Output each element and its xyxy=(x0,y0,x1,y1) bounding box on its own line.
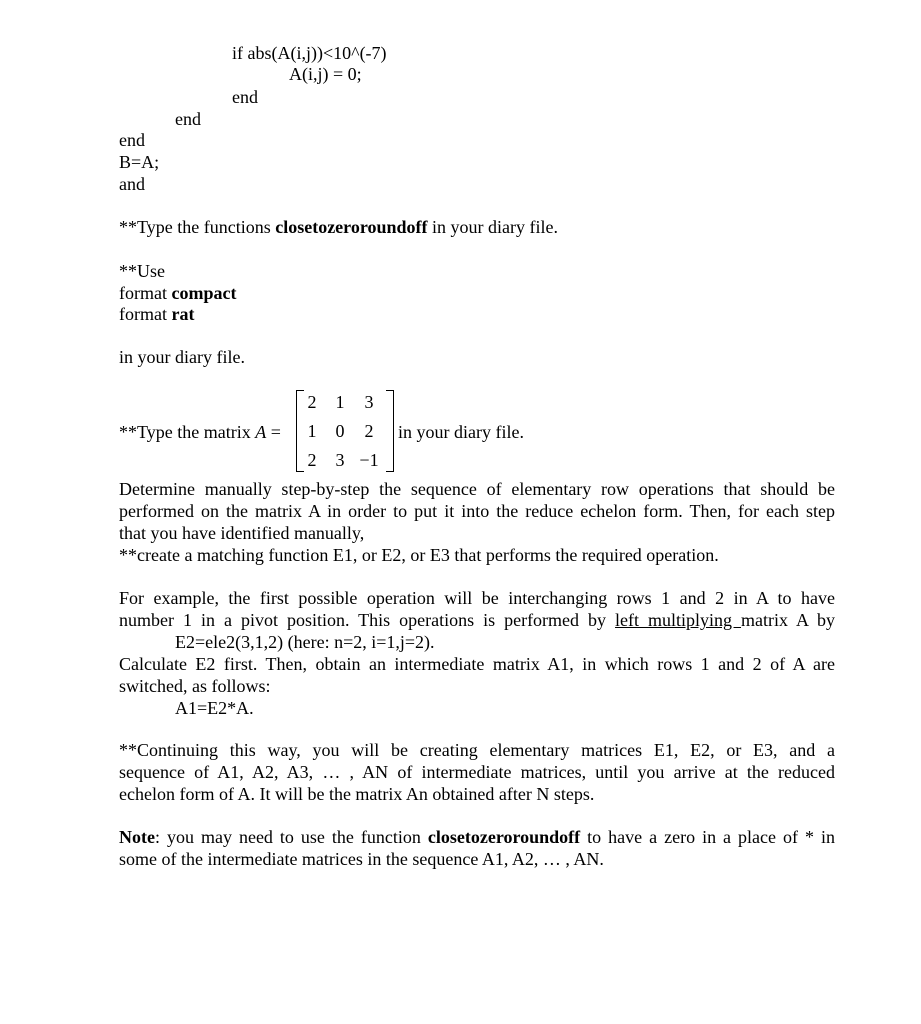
format-keyword: format xyxy=(119,283,172,303)
matrix-cell: 3 xyxy=(364,392,374,412)
example-line: Calculate E2 first. Then, obtain an intermediate matrix A1, in which rows 1 and 2 of A are xyxy=(119,654,835,674)
function-name: closetozeroroundoff xyxy=(427,827,581,847)
determine-line: that you have identified manually, xyxy=(119,523,365,543)
note-line xyxy=(119,826,835,848)
code-assign-line: A(i,j) = 0; xyxy=(289,64,362,84)
format-keyword: format xyxy=(119,304,172,324)
matrix-equals: = xyxy=(266,422,281,442)
type-functions-pre: **Type the functions xyxy=(119,217,276,237)
matrix-cell: 1 xyxy=(307,421,317,441)
example-code-line: A1=E2*A. xyxy=(175,698,254,718)
note-paragraph xyxy=(119,826,835,870)
matrix-instruction xyxy=(119,421,281,443)
matrix-cell: 2 xyxy=(307,392,317,412)
note-text: to have a zero in a place of * in xyxy=(580,827,835,847)
example-code-line: E2=ele2(3,1,2) (here: n=2, i=1,j=2). xyxy=(175,632,435,652)
code-and: and xyxy=(119,174,145,194)
matrix-cell: 3 xyxy=(335,450,345,470)
example-line: switched, as follows: xyxy=(119,676,271,696)
example-line: For example, the first possible operation will be interchanging rows 1 and 2 in A to have xyxy=(119,588,835,608)
matrix-cell: 0 xyxy=(335,421,345,441)
determine-line: **create a matching function E1, or E2, or E3 that performs the required operation. xyxy=(119,545,719,565)
determine-line: Determine manually step-by-step the sequence of elementary row operations that should be xyxy=(119,479,835,499)
continuing-line: echelon form of A. It will be the matrix An obtained after N steps. xyxy=(119,784,595,804)
format-compact-line xyxy=(119,282,236,304)
compact-keyword: compact xyxy=(171,283,237,303)
code-end-middle: end xyxy=(175,109,201,129)
code-end-outer: end xyxy=(119,130,145,150)
use-diary-line: in your diary file. xyxy=(119,347,245,367)
example-text: matrix A by xyxy=(741,610,836,630)
type-functions-instruction xyxy=(119,216,558,238)
matrix-a xyxy=(296,390,394,472)
note-text: : you may need to use the function xyxy=(154,827,428,847)
use-label: **Use xyxy=(119,261,165,281)
continuing-line: sequence of A1, A2, A3, … , AN of intermediate matrices, until you arrive at the reduced xyxy=(119,762,835,782)
example-paragraph xyxy=(119,587,835,719)
type-functions-post: in your diary file. xyxy=(427,217,558,237)
function-name: closetozeroroundoff xyxy=(275,217,428,237)
underlined-text: left multiplying xyxy=(615,610,742,630)
note-label: Note xyxy=(119,827,155,847)
matrix-instruction-pre: **Type the matrix xyxy=(119,422,256,442)
code-assign-b: B=A; xyxy=(119,152,160,172)
format-rat-line xyxy=(119,303,194,325)
matrix-variable: A xyxy=(255,422,267,442)
code-end-inner: end xyxy=(232,87,258,107)
matrix-cell: −1 xyxy=(359,450,379,470)
rat-keyword: rat xyxy=(171,304,195,324)
continuing-paragraph xyxy=(119,739,835,805)
example-line xyxy=(119,609,835,631)
right-bracket xyxy=(386,390,394,472)
determine-paragraph xyxy=(119,478,835,566)
continuing-line: **Continuing this way, you will be creating elementary matrices E1, E2, or E3, and a xyxy=(119,740,835,760)
matrix-cell: 2 xyxy=(364,421,374,441)
determine-line: performed on the matrix A in order to put it into the reduce echelon form. Then, for each step xyxy=(119,501,835,521)
note-line: some of the intermediate matrices in the sequence A1, A2, … , AN. xyxy=(119,849,604,869)
matrix-instruction-post: in your diary file. xyxy=(398,422,524,442)
example-text: number 1 in a pivot position. This operations is performed by xyxy=(119,610,616,630)
matrix-cell: 1 xyxy=(335,392,345,412)
matrix-cell: 2 xyxy=(307,450,317,470)
code-if-line: if abs(A(i,j))<10^(-7) xyxy=(232,43,387,63)
